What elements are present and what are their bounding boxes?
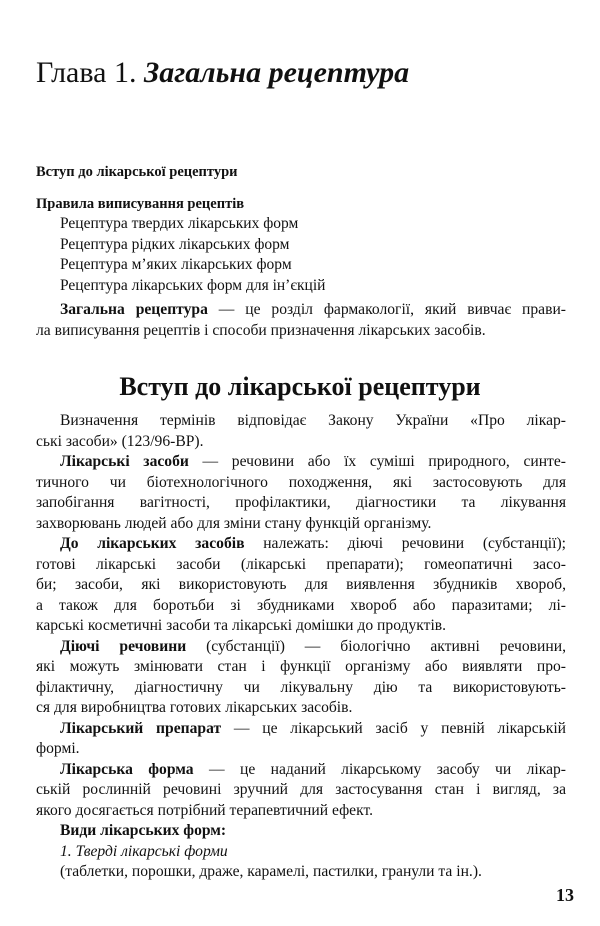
text-line: якого досягається потрібний терапевтичний ефект. [36, 801, 374, 819]
text-line: запобігання вагітності, профілактики, діагностики та лікування [36, 494, 566, 511]
text-line: — це лікарський засіб у певній лікарській [221, 719, 566, 737]
text-line: формі. [36, 740, 80, 757]
text-line: ся для виробництва готових лікарських засобів. [36, 699, 353, 716]
text-line: — речовини або їх суміші природного, синте- [188, 453, 566, 470]
term-bold: Лікарська форма [60, 760, 194, 778]
text-line: ській рослинній речовині зручний для застосування стан і вигляд, за [36, 781, 566, 798]
text-line: філактичну, діагностичну чи лікувальну дію та використовують- [36, 678, 566, 696]
text-line: захворювань людей або для зміни стану функцій організму. [36, 514, 432, 532]
text-line: Визначення термінів відповідає Закону України «Про лікар- [60, 412, 566, 429]
page-number: 13 [556, 885, 574, 905]
chapter-prefix: Глава 1. [36, 56, 137, 89]
text-line: би; засоби, які використовують для виявлення збудників хвороб, [36, 576, 566, 593]
toc-subitem: Рецептура лікарських форм для ін’єкцій [60, 276, 326, 294]
section-body [36, 411, 566, 883]
text-line: належать: діючі речовини (субстанції); [244, 535, 566, 552]
section-heading: Вступ до лікарської рецептури [119, 372, 481, 401]
intro-paragraph [36, 300, 566, 341]
term-bold: До лікарських засобів [60, 535, 245, 552]
text-line: готові лікарські засоби (лікарські препарати); гомеопатичні засо- [36, 555, 566, 573]
table-of-contents [36, 162, 325, 296]
text-line: — це розділ фармакології, який вивчає прави- [207, 301, 566, 318]
text-line: які можуть змінювати стан і функції організму або виявляти про- [36, 658, 566, 675]
text-line: тичного чи біотехнологічного походження, які застосовують для [36, 473, 566, 491]
toc-subitem: Рецептура твердих лікарських форм [60, 215, 299, 232]
chapter-title: Загальна рецептура [143, 56, 410, 89]
term-bold: Діючі речовини [60, 637, 187, 655]
text-line: карські косметичні засоби та лікарські домішки до продуктів. [36, 617, 447, 634]
toc-subitem: Рецептура м’яких лікарських форм [60, 256, 292, 273]
forms-heading: Види лікарських форм: [60, 822, 227, 839]
forms-item: 1. Тверді лікарські форми [60, 842, 228, 860]
text-line: а також для боротьби зі збудниками хвороб або паразитами; лі- [36, 596, 566, 614]
toc-item: Вступ до лікарської рецептури [36, 164, 238, 180]
toc-subitem: Рецептура рідких лікарських форм [60, 235, 290, 253]
term-bold: Лікарський препарат [60, 719, 222, 737]
text-line: — це наданий лікарському засобу чи лікар- [193, 760, 566, 778]
term-bold: Лікарські засоби [60, 453, 189, 470]
toc-item: Правила виписування рецептів [36, 196, 245, 212]
text-line: (субстанції) — біологічно активні речовини, [186, 637, 566, 655]
text-line: ла виписування рецептів і способи призначення лікарських засобів. [36, 321, 486, 339]
forms-item-description: (таблетки, порошки, драже, карамелі, пастилки, гранули та ін.). [60, 863, 482, 880]
text-line: ські засоби» (123/96-ВР). [36, 432, 204, 450]
term-bold: Загальна рецептура [60, 301, 208, 318]
chapter-heading [36, 56, 409, 90]
